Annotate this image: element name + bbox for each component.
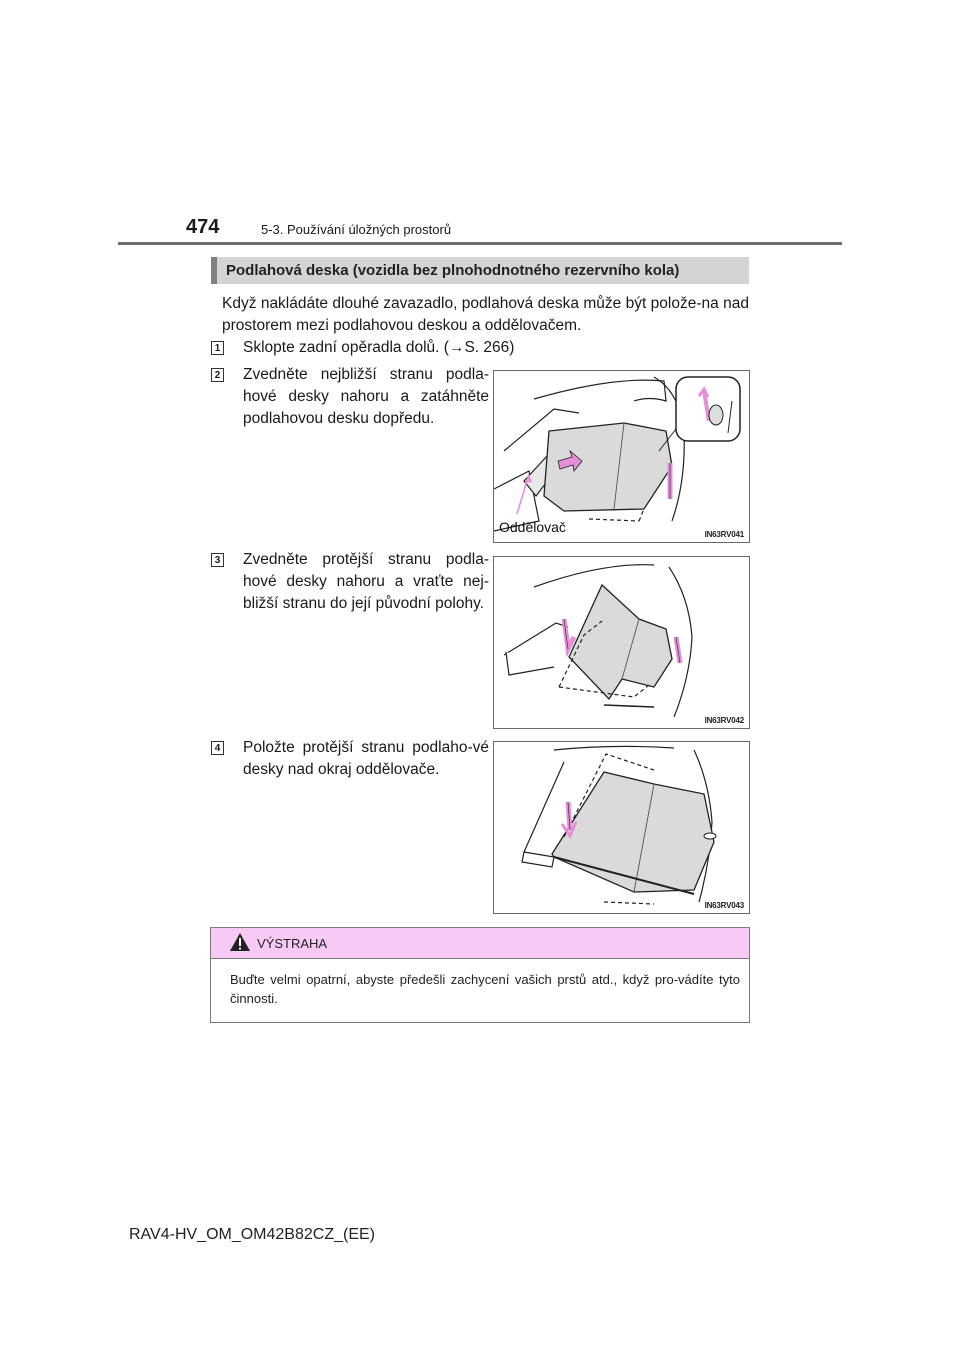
footer-document-code: RAV4-HV_OM_OM42B82CZ_(EE) bbox=[129, 1226, 375, 1243]
figure-step-3 bbox=[493, 556, 750, 729]
figure-step-4 bbox=[493, 741, 750, 914]
section-title: 5-3. Používání úložných prostorů bbox=[261, 222, 452, 237]
step-number-2: 2 bbox=[211, 368, 224, 382]
trunk-illustration-pull-board bbox=[494, 371, 749, 542]
warning-box bbox=[210, 927, 750, 1023]
step-2-text: Zvedněte nejbližší stranu podla-hové desky nahoru a zatáhněte podlahovou desku dopředu. bbox=[243, 366, 489, 427]
figure-code: IN63RV042 bbox=[704, 716, 744, 725]
trunk-illustration-lift-board bbox=[494, 557, 749, 728]
step-number-4: 4 bbox=[211, 741, 224, 755]
figure-step-2 bbox=[493, 370, 750, 543]
callout-separator: Oddělovač bbox=[499, 519, 566, 535]
step-3-text: Zvedněte protější stranu podla-hové desky nahoru a vraťte nej-bližší stranu do její původní polohy. bbox=[243, 551, 489, 612]
figure-code: IN63RV041 bbox=[704, 530, 744, 539]
warning-text: Buďte velmi opatrní, abyste předešli zachycení vašich prstů atd., když pro-vádíte tyto činnosti. bbox=[230, 972, 740, 1006]
intro-paragraph: Když nakládáte dlouhé zavazadlo, podlahová deska může být polože-na nad prostorem mezi podlahovou deskou a oddělovačem. bbox=[222, 295, 749, 334]
trunk-illustration-place-board bbox=[494, 742, 749, 913]
step-4-text: Položte protější stranu podlaho-vé desky nad okraj oddělovače. bbox=[243, 739, 489, 778]
step-1-text: Sklopte zadní opěradla dolů. (→S. 266) bbox=[243, 339, 515, 356]
step-number-3: 3 bbox=[211, 553, 224, 567]
warning-header bbox=[211, 928, 749, 959]
figure-code: IN63RV043 bbox=[704, 901, 744, 910]
warning-triangle-icon bbox=[229, 932, 251, 952]
section-heading: Podlahová deska (vozidla bez plnohodnotného rezervního kola) bbox=[211, 257, 749, 284]
header-divider bbox=[118, 242, 842, 245]
step-number-1: 1 bbox=[211, 341, 224, 355]
warning-title: VÝSTRAHA bbox=[257, 936, 328, 951]
page-number: 474 bbox=[186, 216, 220, 238]
